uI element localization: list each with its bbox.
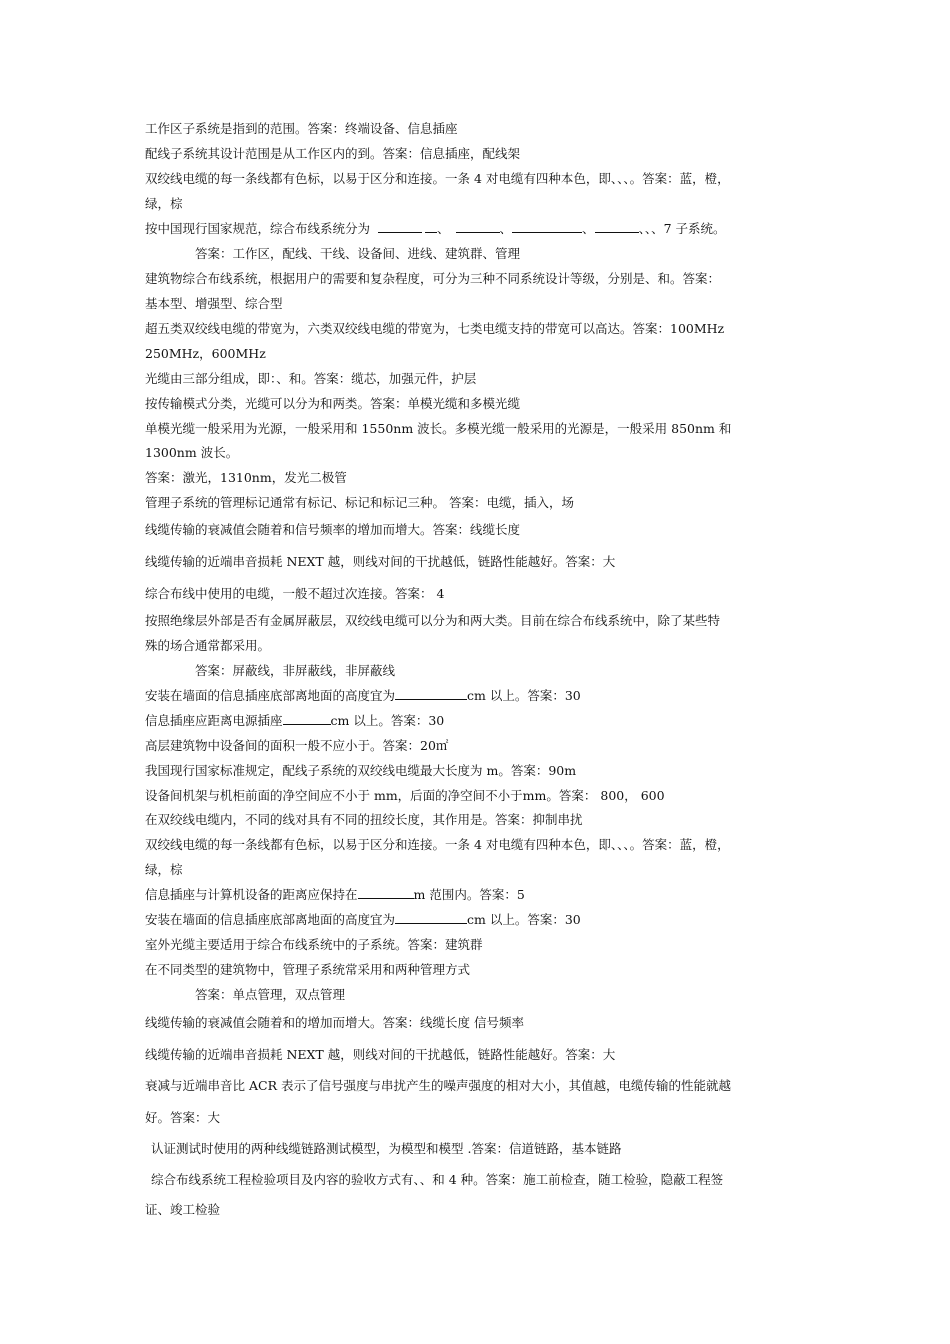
text-line: 线缆传输的衰减值会随着和信号频率的增加而增大。答案：线缆长度 bbox=[145, 522, 521, 537]
text-line: 殊的场合通常都采用。 bbox=[145, 638, 271, 653]
text-segment: 按中国现行国家规范，综合布线系统分为 bbox=[145, 221, 371, 236]
text-line-with-blanks bbox=[145, 220, 813, 238]
text-line: 证、竣工检验 bbox=[145, 1202, 221, 1217]
text-line: 250MHz，600MHz bbox=[145, 346, 266, 361]
text-segment: 安装在墙面的信息插座底部离地面的高度宜为 bbox=[145, 688, 396, 703]
text-segment: 、 bbox=[582, 221, 595, 236]
blank-underline bbox=[358, 886, 414, 899]
text-segment: cm 以上。答案：30 bbox=[330, 713, 445, 728]
blank-underline bbox=[512, 220, 582, 233]
text-line: 在双绞线电缆内，不同的线对具有不同的扭绞长度，其作用是。答案：抑制串扰 bbox=[145, 812, 583, 827]
text-line: 光缆由三部分组成，即：、和。答案：缆芯，加强元件，护层 bbox=[145, 371, 477, 386]
text-segment: cm 以上。答案：30 bbox=[467, 688, 581, 703]
text-line: 1300nm 波长。 bbox=[145, 445, 239, 460]
text-line-with-blank bbox=[145, 911, 813, 929]
text-line: 衰减与近端串音比 ACR 表示了信号强度与串扰产生的噪声强度的相对大小，其值越，电缆传输的性能就越 bbox=[145, 1078, 731, 1093]
text-line: 单模光缆一般采用为光源，一般采用和 1550nm 波长。多模光缆一般采用的光源是，一般采用 850nm 和 bbox=[145, 421, 732, 436]
text-line: 线缆传输的衰减值会随着和的增加而增大。答案：线缆长度 信号频率 bbox=[145, 1015, 524, 1030]
text-segment: cm 以上。答案：30 bbox=[467, 912, 581, 927]
text-line: 超五类双绞线电缆的带宽为，六类双绞线电缆的带宽为，七类电缆支持的带宽可以高达。答案：100MHz bbox=[145, 321, 725, 336]
text-line: 工作区子系统是指到的范围。答案：终端设备、信息插座 bbox=[145, 121, 458, 136]
text-line: 答案：工作区，配线、干线、设备间、进线、建筑群、管理 bbox=[195, 246, 521, 261]
text-line: 建筑物综合布线系统，根据用户的需要和复杂程度，可分为三种不同系统设计等级，分别是、和。答案： bbox=[145, 271, 721, 286]
text-line: 绿，棕 bbox=[145, 862, 183, 877]
text-segment: 安装在墙面的信息插座底部离地面的高度宜为 bbox=[145, 912, 396, 927]
text-line: 室外光缆主要适用于综合布线系统中的子系统。答案：建筑群 bbox=[145, 937, 483, 952]
text-line: 双绞线电缆的每一条线都有色标，以易于区分和连接。一条 4 对电缆有四种本色，即、、、。答案：蓝，橙， bbox=[145, 171, 730, 186]
text-line: 配线子系统其设计范围是从工作区内的到。答案：信息插座，配线架 bbox=[145, 146, 521, 161]
text-segment: 、 bbox=[499, 221, 513, 236]
text-line: 答案：屏蔽线，非屏蔽线，非屏蔽线 bbox=[195, 663, 396, 678]
text-line: 答案：单点管理，双点管理 bbox=[195, 987, 346, 1002]
text-line: 设备间机架与机柜前面的净空间应不小于 mm，后面的净空间不小于mm。答案： 800， 600 bbox=[145, 788, 665, 803]
text-line: 线缆传输的近端串音损耗 NEXT 越，则线对间的干扰越低，链路性能越好。答案：大 bbox=[145, 1047, 616, 1062]
blank-underline bbox=[378, 220, 422, 233]
text-segment: 、、、7 子系统。 bbox=[638, 221, 726, 236]
text-segment: 、 bbox=[437, 221, 450, 236]
text-line-with-blank bbox=[145, 687, 813, 705]
text-line: 按照绝缘层外部是否有金属屏蔽层，双绞线电缆可以分为和两大类。目前在综合布线系统中，除了某些特 bbox=[145, 613, 721, 628]
text-segment: 信息插座与计算机设备的距离应保持在 bbox=[145, 887, 358, 902]
text-line: 管理子系统的管理标记通常有标记、标记和标记三种。 答案：电缆，插入，场 bbox=[145, 495, 574, 510]
text-line: 好。答案：大 bbox=[145, 1110, 221, 1125]
text-line: 综合布线中使用的电缆，一般不超过次连接。答案： 4 bbox=[145, 586, 445, 601]
text-line: 我国现行国家标准规定，配线子系统的双绞线电缆最大长度为 m。答案：90m bbox=[145, 763, 577, 778]
blank-underline bbox=[395, 911, 467, 924]
text-line-with-blank bbox=[145, 712, 813, 730]
text-line: 答案：激光，1310nm，发光二极管 bbox=[145, 470, 347, 485]
blank-underline bbox=[283, 712, 331, 725]
text-line: 综合布线系统工程检验项目及内容的验收方式有、、和 4 种。答案：施工前检查，随工检验，隐蔽工程签 bbox=[151, 1172, 724, 1187]
text-segment: m 范围内。答案：5 bbox=[413, 887, 525, 902]
text-line: 双绞线电缆的每一条线都有色标，以易于区分和连接。一条 4 对电缆有四种本色，即、、、。答案：蓝，橙， bbox=[145, 837, 730, 852]
text-line: 在不同类型的建筑物中，管理子系统常采用和两种管理方式 bbox=[145, 962, 471, 977]
blank-underline bbox=[425, 220, 437, 233]
text-line: 基本型、增强型、综合型 bbox=[145, 296, 283, 311]
blank-underline bbox=[456, 220, 500, 233]
text-line: 认证测试时使用的两种线缆链路测试模型，为模型和模型 .答案：信道链路，基本链路 bbox=[151, 1141, 622, 1156]
text-line-with-blank bbox=[145, 886, 813, 904]
text-segment: 信息插座应距离电源插座 bbox=[145, 713, 283, 728]
text-line: 高层建筑物中设备间的面积一般不应小于。答案：20㎡ bbox=[145, 738, 449, 753]
text-line: 绿，棕 bbox=[145, 196, 183, 211]
blank-underline bbox=[395, 687, 467, 700]
blank-underline bbox=[595, 220, 639, 233]
text-line: 按传输模式分类，光缆可以分为和两类。答案：单模光缆和多模光缆 bbox=[145, 396, 521, 411]
text-line: 线缆传输的近端串音损耗 NEXT 越，则线对间的干扰越低，链路性能越好。答案：大 bbox=[145, 554, 616, 569]
